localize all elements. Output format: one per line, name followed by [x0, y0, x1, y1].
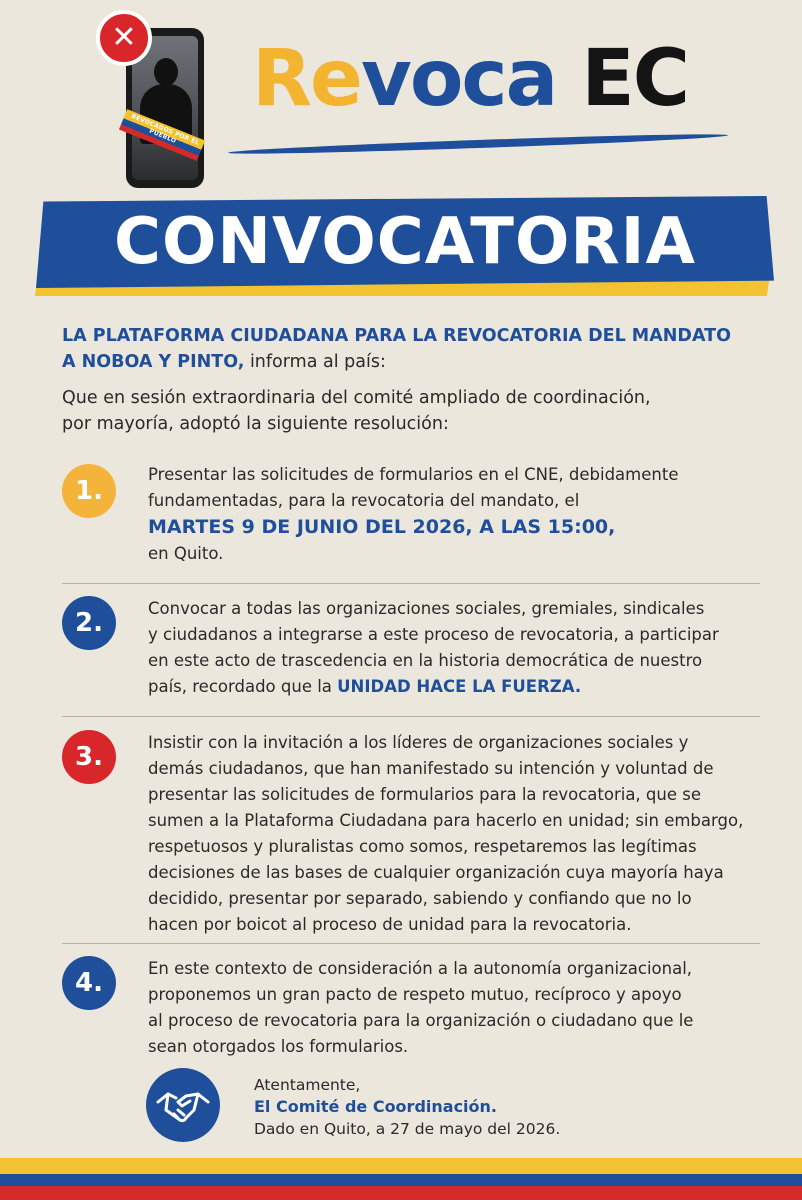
handshake-icon	[146, 1068, 220, 1142]
item-2-line-3: en este acto de trascedencia en la historia democrática de nuestro	[148, 651, 703, 670]
item-1-text	[148, 462, 766, 567]
item-4-line-2: proponemos un gran pacto de respeto mutuo, recíproco y apoyo	[148, 985, 682, 1004]
item-1-line-1: Presentar las solicitudes de formularios en el CNE, debidamente	[148, 465, 679, 484]
signature-committee: El Comité de Coordinación.	[254, 1097, 497, 1116]
page-title: CONVOCATORIA	[114, 205, 696, 279]
brand-re: Re	[252, 34, 361, 124]
intro-lead-rest: informa al país:	[244, 352, 386, 372]
intro-text	[62, 323, 762, 447]
intro-line-2b: por mayoría, adoptó la siguiente resolución:	[62, 414, 449, 434]
divider	[62, 943, 760, 944]
number-badge-2: 2.	[62, 596, 116, 650]
intro-resolution	[62, 385, 762, 437]
item-4-line-1: En este contexto de consideración a la autonomía organizacional,	[148, 959, 693, 978]
signature-block	[254, 1074, 560, 1140]
intro-lead-strong-1: LA PLATAFORMA CIUDADANA PARA LA REVOCATORIA DEL MANDATO	[62, 326, 731, 346]
item-2-text	[148, 596, 766, 700]
number-badge-3: 3.	[62, 730, 116, 784]
item-3-line-1: Insistir con la invitación a los líderes de organizaciones sociales y	[148, 733, 689, 752]
brand-logo	[252, 34, 688, 124]
item-2-line-2: y ciudadanos a integrarse a este proceso de revocatoria, a participar	[148, 625, 719, 644]
item-4-line-4: sean otorgados los formularios.	[148, 1037, 409, 1056]
item-3-line-5: respetuosos y pluralistas como somos, respetaremos las legítimas	[148, 837, 697, 856]
number-badge-4: 4.	[62, 956, 116, 1010]
item-2-line-1: Convocar a todas las organizaciones sociales, gremiales, sindicales	[148, 599, 705, 618]
item-3-line-2: demás ciudadanos, que han manifestado su intención y voluntad de	[148, 759, 714, 778]
item-2-highlight: UNIDAD HACE LA FUERZA.	[337, 677, 582, 696]
item-3-text	[148, 730, 766, 938]
phone-logo	[96, 10, 216, 185]
item-4-line-3: al proceso de revocatoria para la organización o ciudadano que le	[148, 1011, 694, 1030]
item-3-line-4: sumen a la Plataforma Ciudadana para hacerlo en unidad; sin embargo,	[148, 811, 744, 830]
phone-flag-text: REVOCADOS POR EL PUEBLO	[130, 112, 201, 147]
signature-closing: Atentamente,	[254, 1076, 361, 1094]
item-1-line-2: fundamentadas, para la revocatoria del mandato, el	[148, 491, 580, 510]
close-x-icon: ✕	[96, 10, 152, 66]
divider	[62, 583, 760, 584]
item-3-line-3: presentar las solicitudes de formularios para la revocatoria, que se	[148, 785, 701, 804]
number-badge-1: 1.	[62, 464, 116, 518]
brand-voca: voca	[360, 34, 557, 124]
intro-lead-strong-2: A NOBOA Y PINTO,	[62, 352, 245, 372]
divider	[62, 716, 760, 717]
item-2-line-4: país, recordado que la	[148, 677, 338, 696]
item-1-highlight: MARTES 9 DE JUNIO DEL 2026, A LAS 15:00,	[148, 516, 616, 538]
item-4-text	[148, 956, 766, 1060]
brand-underline-stroke	[228, 131, 728, 156]
item-1-line-4: en Quito.	[148, 544, 224, 563]
intro-line-2a: Que en sesión extraordinaria del comité ampliado de coordinación,	[62, 388, 651, 408]
item-3-line-7: decidido, presentar por separado, sabiendo y confiando que no lo	[148, 889, 692, 908]
item-3-line-6: decisiones de las bases de cualquier organización cuya mayoría haya	[148, 863, 724, 882]
intro-lead	[62, 323, 762, 375]
brand-ec: EC	[556, 34, 688, 124]
signature-date: Dado en Quito, a 27 de mayo del 2026.	[254, 1120, 561, 1138]
person-silhouette-head	[154, 58, 178, 86]
footer-flag-red	[0, 1186, 802, 1200]
item-3-line-8: hacen por boicot al proceso de unidad para la revocatoria.	[148, 915, 632, 934]
